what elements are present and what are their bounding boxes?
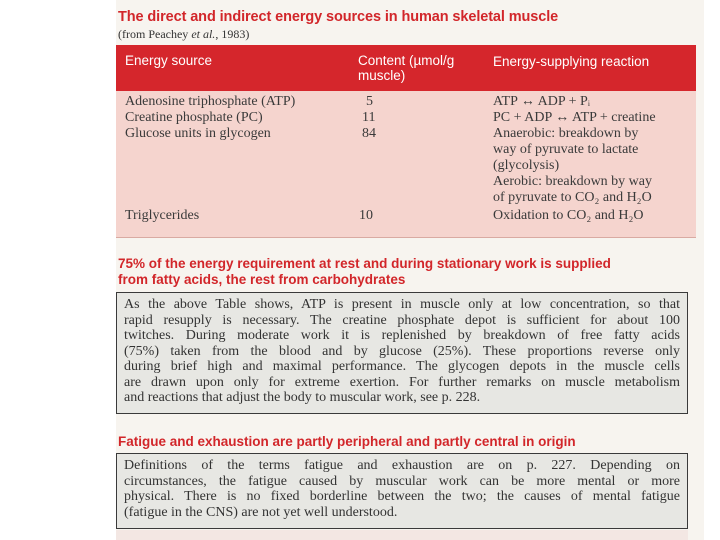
note-line: and reactions that adjust the body to muscular work, see p. 228. — [124, 390, 481, 405]
citation-suffix: , 1983) — [215, 27, 250, 41]
row-3-reaction-line-2: way of pyruvate to lactate — [493, 142, 639, 157]
row-2-source: Creatine phosphate (PC) — [125, 110, 263, 125]
row-3-source: Glucose units in glycogen — [125, 126, 271, 141]
note-line: Definitions of the terms fatigue and exhaustion are on p. 227. Depending on — [124, 458, 680, 473]
citation-italic: et al. — [191, 27, 216, 41]
row-4-source: Triglycerides — [125, 208, 200, 223]
fatigue-note-box — [116, 453, 688, 529]
row-1-reaction: ATP ↔ ADP + Pᵢ — [493, 94, 591, 109]
header-content: Content (µmol/g muscle) — [358, 53, 455, 83]
row-3-reaction-line-3: (glycolysis) — [493, 158, 560, 173]
row-1-content: 5 — [366, 94, 373, 109]
row-2-content: 11 — [362, 110, 376, 125]
citation-prefix: (from Peachey — [118, 27, 192, 41]
note-line: are drawn upon only for extreme exertion. For further remarks on muscle metabolism — [124, 374, 680, 390]
section-heading-energy-requirement — [118, 256, 698, 288]
source-citation — [118, 27, 249, 42]
note-line: (fatigue in the CNS) are not yet well understood. — [124, 504, 398, 520]
row-4-content: 10 — [359, 208, 373, 223]
row-3-content: 84 — [362, 126, 376, 141]
note-line: As the above Table shows, ATP is present in muscle only at low concentration, so that — [124, 297, 680, 312]
row-3-reaction-line-1: Anaerobic: breakdown by — [493, 126, 639, 141]
row-3-reaction-line-5: of pyruvate to CO₂ and H₂O — [493, 190, 652, 205]
page-title: The direct and indirect energy sources in human skeletal muscle — [118, 9, 559, 25]
header-reaction: Energy-supplying reaction — [493, 54, 650, 69]
row-4-reaction: Oxidation to CO₂ and H₂O — [493, 208, 644, 223]
row-1-source: Adenosine triphosphate (ATP) — [125, 94, 296, 109]
table-header — [116, 45, 696, 91]
energy-sources-table — [116, 45, 696, 238]
note-line: (75%) taken from the blood and by glucose (25%). These proportions reverse only — [124, 343, 680, 359]
note-line: twitches. During moderate work it is replenished by breakdown of free fatty acids — [124, 328, 680, 343]
note-line: during brief high and maximal performance. The glycogen depots in the muscle cells — [124, 359, 680, 374]
note-line: circumstances, the fatigue caused by muscular work can be more mental or more — [124, 473, 680, 489]
metabolism-note-text — [124, 297, 680, 406]
note-line: physical. There is no fixed borderline between the two; the causes of mental fatigue — [124, 489, 680, 504]
section-heading-line-2: from fatty acids, the rest from carbohydrates — [118, 272, 406, 287]
row-2-reaction: PC + ADP ↔ ATP + creatine — [493, 110, 656, 125]
section-heading-line-1: 75% of the energy requirement at rest and during stationary work is supplied — [118, 256, 611, 271]
metabolism-note-box — [116, 292, 688, 414]
note-line: rapid resupply is necessary. The creatine phosphate depot is sufficient for about 100 — [124, 312, 680, 328]
header-energy-source: Energy source — [125, 53, 213, 68]
fatigue-note-text — [124, 458, 680, 520]
page-bottom-edge — [116, 530, 688, 540]
section-heading-fatigue: Fatigue and exhaustion are partly peripheral and partly central in origin — [118, 434, 576, 449]
row-3-reaction-line-4: Aerobic: breakdown by way — [493, 174, 653, 189]
